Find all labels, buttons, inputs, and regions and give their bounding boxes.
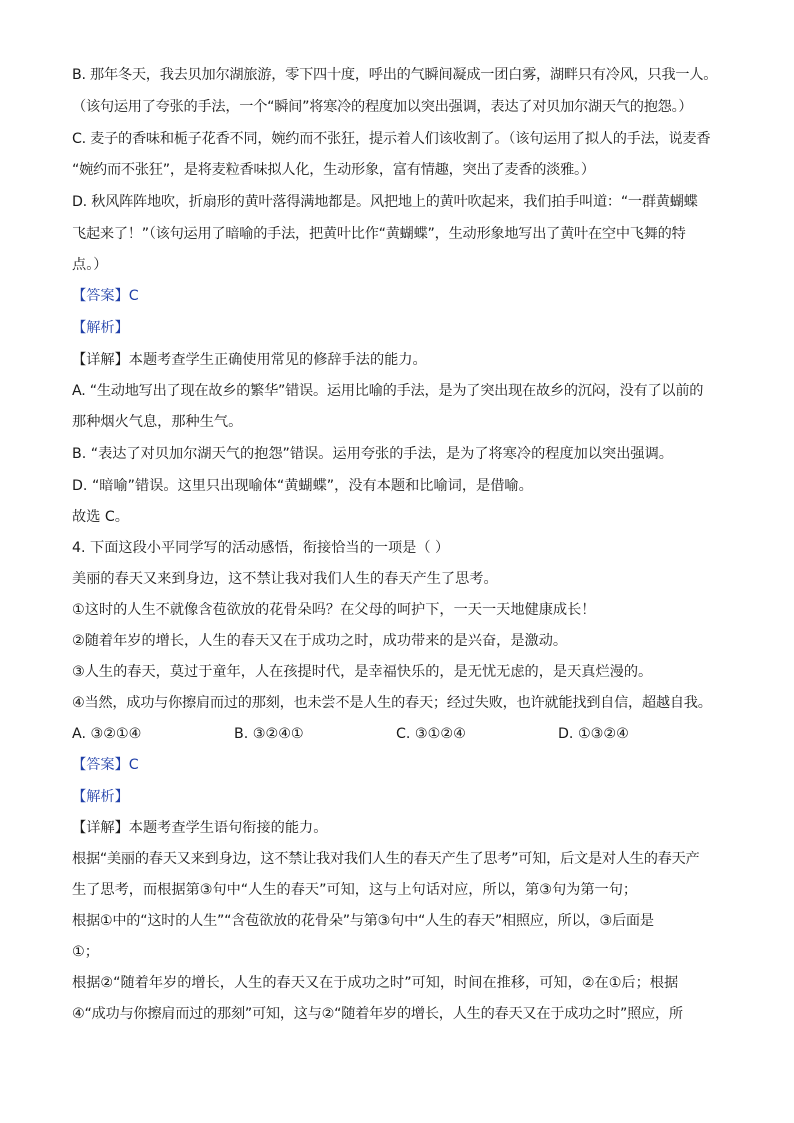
question-4-option-d: D. ①③②④: [558, 726, 629, 742]
answer-label-q3: 【答案】C: [72, 288, 139, 304]
option-b-sentence: B. 那年冬天，我去贝加尔湖旅游，零下四十度，呼出的气瞬间凝成一团白雾，湖畔只有冷风，只我一人。: [72, 67, 718, 83]
answer-label-q4: 【答案】C: [72, 757, 139, 773]
detail-q3: 【详解】本题考查学生正确使用常见的修辞手法的能力。: [72, 352, 427, 368]
option-c-sentence: C. 麦子的香味和栀子花香不同，婉约而不张狂，提示着人们该收割了。（该句运用了拟人的手法，说麦香: [72, 131, 711, 147]
option-d-sentence: D. 秋风阵阵地吹，折扇形的黄叶落得满地都是。风把地上的黄叶吹起来，我们拍手叫道：“一群黄蝴蝶: [72, 194, 698, 210]
analysis-label-q4: 【解析】: [72, 789, 129, 805]
option-b-note: （该句运用了夸张的手法，一个“瞬间”将寒冷的程度加以突出强调，表达了对贝加尔湖天气的抱怨。）: [72, 99, 693, 115]
question-4-option-a: A. ③②①④: [72, 726, 142, 742]
question-4-passage: 美丽的春天又来到身边，这不禁让我对我们人生的春天产生了思考。: [72, 571, 498, 587]
question-4-option-b: B. ③②④①: [234, 726, 304, 742]
choose-c-q3: 故选 C。: [72, 509, 129, 525]
detail-q3-d: D. “暗喻”错误。这里只出现喻体“黄蝴蝶”，没有本题和比喻词，是借喻。: [72, 478, 533, 494]
option-d-note-end: 点。）: [72, 257, 108, 273]
detail-q4-p1-cont: 生了思考，而根据第③句中“人生的春天”可知，这与上句话对应，所以，第③句为第一句；: [72, 882, 638, 898]
option-c-note: “婉约而不张狂”，是将麦粒香味拟人化，生动形象，富有情趣，突出了麦香的淡雅。）: [72, 162, 595, 178]
question-4-sentence-1: ①这时的人生不就像含苞欲放的花骨朵吗？在父母的呵护下，一天一天地健康成长！: [72, 602, 596, 618]
question-4-stem: 4. 下面这段小平同学写的活动感悟，衔接恰当的一项是（ ）: [72, 540, 450, 556]
detail-q4-p3: 根据②“随着年岁的增长，人生的春天又在于成功之时”可知，时间在推移，可知，②在①后；根据: [72, 975, 679, 991]
detail-q4-p1: 根据“美丽的春天又来到身边，这不禁让我对我们人生的春天产生了思考”可知，后文是对人生的春天产: [72, 851, 700, 867]
analysis-label-q3: 【解析】: [72, 320, 129, 336]
question-4-sentence-2: ②随着年岁的增长，人生的春天又在于成功之时，成功带来的是兴奋，是激动。: [72, 633, 568, 649]
detail-q4: 【详解】本题考查学生语句衔接的能力。: [72, 820, 328, 836]
question-4-sentence-4: ④当然，成功与你擦肩而过的那刻，也未尝不是人生的春天；经过失败，也许就能找到自信，超越自我。: [72, 695, 712, 711]
detail-q3-a-cont: 那种烟火气息，那种生气。: [72, 414, 243, 430]
detail-q3-a: A. “生动地写出了现在故乡的繁华”错误。运用比喻的手法，是为了突出现在故乡的沉闷，没有了以前的: [72, 383, 704, 399]
detail-q4-p2-cont: ①；: [72, 944, 99, 960]
question-4-option-c: C. ③①②④: [396, 726, 466, 742]
option-d-note: 飞起来了！”（该句运用了暗喻的手法，把黄叶比作“黄蝴蝶”，生动形象地写出了黄叶在空中飞舞的特: [72, 226, 686, 242]
detail-q4-p2: 根据①中的“这时的人生”“含苞欲放的花骨朵”与第③句中“人生的春天”相照应，所以，③后面是: [72, 913, 654, 929]
detail-q4-p3-cont: ④“成功与你擦肩而过的那刻”可知，这与②“随着年岁的增长，人生的春天又在于成功之时”照应，所: [72, 1006, 683, 1022]
question-4-sentence-3: ③人生的春天，莫过于童年，人在孩提时代，是幸福快乐的，是无忧无虑的，是天真烂漫的。: [72, 664, 653, 680]
detail-q3-b: B. “表达了对贝加尔湖天气的抱怨”错误。运用夸张的手法，是为了将寒冷的程度加以突出强调。: [72, 446, 673, 462]
